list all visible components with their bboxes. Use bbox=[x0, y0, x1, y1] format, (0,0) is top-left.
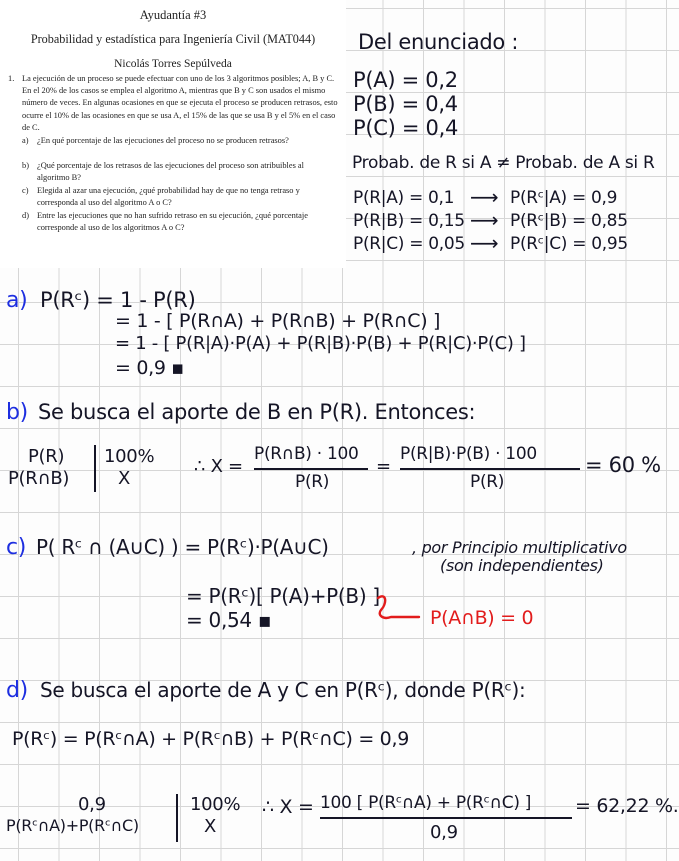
b-result: = 60 % bbox=[585, 453, 661, 477]
part-c-line-3: = 0,54 ▪ bbox=[186, 608, 272, 632]
cond-rb-left: P(R|B) = 0,15 bbox=[353, 211, 465, 231]
d-table-divider bbox=[176, 794, 178, 842]
probab-heading: Probab. de R si A ≠ Probab. de A si R bbox=[352, 153, 655, 173]
b-table-right-bottom: X bbox=[118, 468, 131, 489]
d-frac-bar bbox=[320, 817, 572, 819]
subquestion-b: ¿Qué porcentaje de los retrasos de las ejecuciones del proceso son atribuibles al algoritmo B? bbox=[37, 161, 304, 183]
d-table-right-bottom: X bbox=[204, 816, 217, 837]
part-d-line-1: P(Rᶜ) = P(Rᶜ∩A) + P(Rᶜ∩B) + P(Rᶜ∩C) = 0,9 bbox=[12, 728, 409, 750]
document-title: Ayudantía #3 bbox=[139, 8, 207, 22]
problem-statement-panel bbox=[0, 0, 346, 268]
author-name: Nicolás Torres Sepúlveda bbox=[114, 58, 232, 70]
part-b-label: b) bbox=[6, 400, 28, 425]
part-c-line-2: = P(Rᶜ)[ P(A)+P(B) ] bbox=[186, 584, 380, 608]
cond-rc-right: P(Rᶜ|C) = 0,95 bbox=[510, 234, 628, 254]
part-c-note-1: , por Principio multiplicativo bbox=[412, 538, 627, 557]
part-b-intro: Se busca el aporte de B en P(R). Entonces: bbox=[38, 400, 476, 424]
part-a-label: a) bbox=[6, 288, 28, 313]
problem-number: 1. bbox=[8, 74, 15, 83]
d-therefore: ∴ X = bbox=[262, 796, 314, 818]
part-d-label: d) bbox=[6, 678, 28, 703]
part-c-red-note: P(A∩B) = 0 bbox=[430, 607, 534, 629]
b-eq: = bbox=[376, 456, 391, 477]
enunciado-heading: Del enunciado : bbox=[358, 30, 519, 54]
b-frac1-num: P(R∩B) · 100 bbox=[254, 444, 359, 464]
subquestion-a-label: a) bbox=[22, 136, 29, 145]
b-frac2-num: P(R|B)·P(B) · 100 bbox=[400, 444, 537, 464]
part-d-intro: Se busca el aporte de A y C en P(Rᶜ), donde P(Rᶜ): bbox=[40, 678, 526, 702]
prior-c: P(C) = 0,4 bbox=[353, 116, 459, 140]
red-annotation-arrow bbox=[375, 588, 425, 628]
part-c-note-2: (son independientes) bbox=[440, 556, 604, 575]
part-c-label: c) bbox=[6, 535, 27, 560]
b-table-left-top: P(R) bbox=[28, 446, 65, 467]
part-a-line-1: P(Rᶜ) = 1 - P(R) bbox=[40, 288, 196, 312]
subquestion-c: Elegida al azar una ejecución, ¿qué probabilidad hay de que no tenga retraso y corresponda al uso del algoritmo A o C? bbox=[37, 186, 300, 208]
d-table-left-top: 0,9 bbox=[78, 794, 106, 815]
b-table-left-bottom: P(R∩B) bbox=[8, 468, 70, 489]
prior-b: P(B) = 0,4 bbox=[353, 92, 458, 116]
cond-rc-arrow: ⟶ bbox=[470, 231, 499, 255]
b-therefore: ∴ X = bbox=[194, 456, 243, 477]
prior-a: P(A) = 0,2 bbox=[353, 68, 458, 92]
part-a-line-3: = 1 - [ P(R|A)·P(A) + P(R|B)·P(B) + P(R|C)·P(C) ] bbox=[115, 333, 526, 354]
b-frac2-den: P(R) bbox=[470, 472, 505, 492]
problem-statement: La ejecución de un proceso se puede efectuar con uno de los 3 algoritmos posibles; A, B y C. En el 20% de los casos se emplea el algoritmo A, mientras que B y C son usados el mismo número de veces. En algunas ocasiones en que se ejecuta el proceso se producen retrasos, esto ocurre el 10% de las ocasiones en que se usa A, el 15% de las que se usa B y el 5% en el caso de C. bbox=[22, 74, 338, 132]
course-title: Probabilidad y estadística para Ingeniería Civil (MAT044) bbox=[30, 32, 316, 46]
subquestion-d-label: d) bbox=[22, 211, 29, 220]
d-table-right-top: 100% bbox=[190, 794, 241, 815]
subquestion-a: ¿En qué porcentaje de las ejecuciones del proceso no se producen retrasos? bbox=[37, 136, 289, 145]
subquestion-c-label: c) bbox=[22, 186, 29, 195]
part-a-line-2: = 1 - [ P(R∩A) + P(R∩B) + P(R∩C) ] bbox=[115, 310, 441, 332]
cond-ra-left: P(R|A) = 0,1 bbox=[353, 188, 455, 208]
b-frac2-bar bbox=[400, 468, 580, 470]
cond-ra-arrow: ⟶ bbox=[470, 185, 499, 209]
b-frac1-bar bbox=[254, 468, 368, 470]
cond-rc-left: P(R|C) = 0,05 bbox=[353, 234, 465, 254]
b-frac1-den: P(R) bbox=[295, 472, 330, 492]
d-result: = 62,22 %. bbox=[575, 795, 679, 817]
part-c-line-1: P( Rᶜ ∩ (A∪C) ) = P(Rᶜ)·P(A∪C) bbox=[36, 535, 329, 559]
cond-rb-arrow: ⟶ bbox=[470, 208, 499, 232]
part-a-line-4: = 0,9 ▪ bbox=[115, 357, 184, 379]
d-frac-num: 100 [ P(Rᶜ∩A) + P(Rᶜ∩C) ] bbox=[320, 793, 532, 813]
subquestion-d: Entre las ejecuciones que no han sufrido retraso en su ejecución, ¿qué porcentaje corresponde al uso de los algoritmos A o C? bbox=[37, 211, 308, 233]
d-table-left-bottom: P(Rᶜ∩A)+P(Rᶜ∩C) bbox=[6, 816, 139, 835]
d-frac-den: 0,9 bbox=[430, 822, 458, 843]
cond-rb-right: P(Rᶜ|B) = 0,85 bbox=[510, 211, 628, 231]
b-table-right-top: 100% bbox=[104, 446, 155, 467]
b-table-divider bbox=[94, 445, 96, 492]
subquestion-b-label: b) bbox=[22, 161, 29, 170]
cond-ra-right: P(Rᶜ|A) = 0,9 bbox=[510, 188, 618, 208]
